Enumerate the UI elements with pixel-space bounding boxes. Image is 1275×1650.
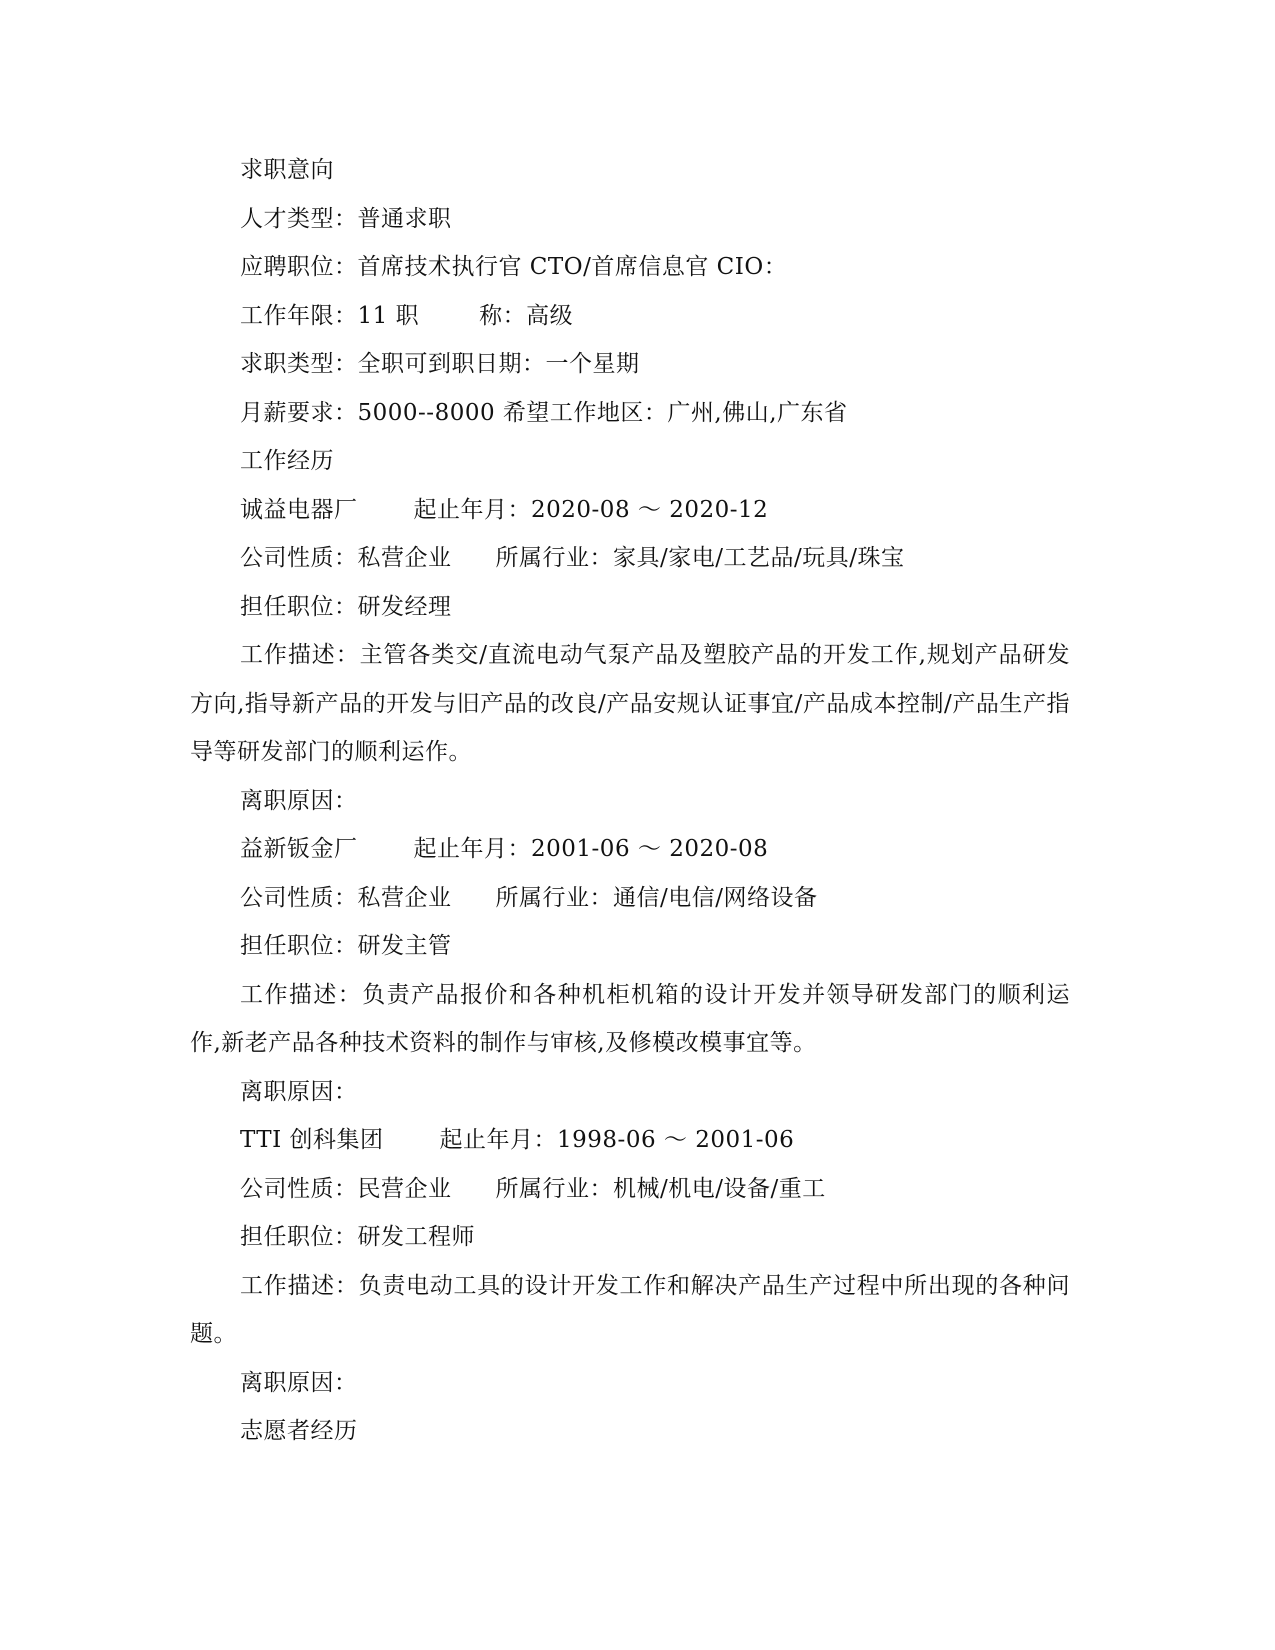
job-nature-industry-line <box>190 1165 1070 1214</box>
job-description: 工作描述：主管各类交/直流电动气泵产品及塑胶产品的开发工作,规划产品研发方向,指导新产品的开发与旧产品的改良/产品安规认证事宜/产品成本控制/产品生产指导等研发部门的顺利运作。 <box>190 642 1070 765</box>
title-rank-text: 称：高级 <box>479 302 574 329</box>
volunteer-experience-heading: 志愿者经历 <box>240 1418 358 1444</box>
job-role-line: 担任职位：研发工程师 <box>240 1224 475 1250</box>
company-nature: 公司性质：私营企业 <box>240 545 452 571</box>
job-role-line: 担任职位：研发主管 <box>240 933 452 959</box>
job-nature-industry-line <box>190 874 1070 923</box>
resume-content <box>190 146 1070 1456</box>
talent-type-line: 人才类型：普通求职 <box>240 205 452 232</box>
company-nature: 公司性质：私营企业 <box>240 884 452 911</box>
company-industry: 所属行业：机械/机电/设备/重工 <box>495 1175 826 1202</box>
company-name: 益新钣金厂 <box>240 836 358 862</box>
employment-period: 起止年月：2020-08 ～ 2020-12 <box>413 496 769 523</box>
work-experience-heading: 工作经历 <box>240 448 334 474</box>
job-leave-reason: 离职原因： <box>240 1078 358 1105</box>
job-leave-reason: 离职原因： <box>240 787 358 814</box>
job-type-line: 求职类型：全职可到职日期：一个星期 <box>240 351 640 377</box>
job-company-period-line <box>190 825 1070 874</box>
position-line: 应聘职位：首席技术执行官 CTO/首席信息官 CIO： <box>240 254 788 280</box>
company-name: TTI 创科集团 <box>240 1127 384 1153</box>
years-title-line <box>190 292 1070 341</box>
job-description: 工作描述：负责产品报价和各种机柜机箱的设计开发并领导研发部门的顺利运作,新老产品各种技术资料的制作与审核,及修模改模事宜等。 <box>190 981 1070 1056</box>
employment-period: 起止年月：1998-06 ～ 2001-06 <box>439 1127 795 1153</box>
job-leave-reason: 离职原因： <box>240 1369 358 1396</box>
job-role-line: 担任职位：研发经理 <box>240 593 452 620</box>
job-nature-industry-line <box>190 534 1070 583</box>
job-description: 工作描述：负责电动工具的设计开发工作和解决产品生产过程中所出现的各种问题。 <box>190 1272 1070 1347</box>
salary-line: 月薪要求：5000--8000 希望工作地区：广州,佛山,广东省 <box>240 399 848 426</box>
job-intent-heading: 求职意向 <box>240 157 334 183</box>
company-industry: 所属行业：家具/家电/工艺品/玩具/珠宝 <box>495 545 905 571</box>
job-company-period-line <box>190 486 1070 535</box>
years-text: 工作年限：11 职 <box>240 302 420 329</box>
company-name: 诚益电器厂 <box>240 496 358 523</box>
employment-period: 起止年月：2001-06 ～ 2020-08 <box>413 836 769 862</box>
job-company-period-line <box>190 1116 1070 1165</box>
company-industry: 所属行业：通信/电信/网络设备 <box>495 884 818 911</box>
company-nature: 公司性质：民营企业 <box>240 1175 452 1202</box>
